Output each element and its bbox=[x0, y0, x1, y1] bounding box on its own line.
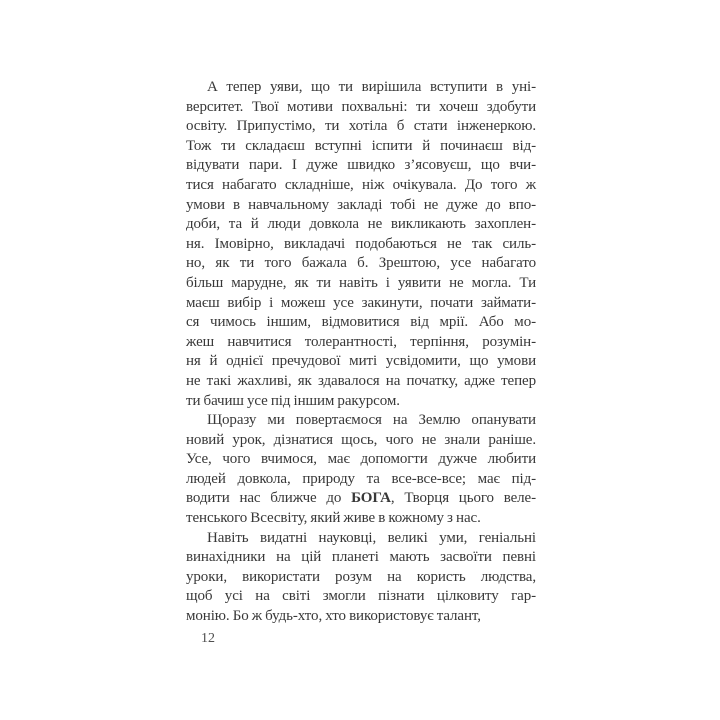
text-line bbox=[186, 587, 536, 607]
text-line bbox=[186, 372, 536, 392]
text-segment: тися набагато складніше, ніж очікувала. До того ж bbox=[186, 176, 536, 193]
paragraph bbox=[186, 411, 536, 529]
text-segment: доби, та й люди довкола не викликають захоплен- bbox=[186, 216, 536, 233]
text-segment: Щоразу ми повертаємося на Землю опанувати bbox=[207, 412, 536, 429]
text-segment: монію. Бо ж будь-хто, хто використовує талант, bbox=[186, 608, 481, 625]
text-line bbox=[186, 215, 536, 235]
text-segment: Тож ти складаєш вступні іспити й починаєш від- bbox=[186, 137, 536, 154]
text-segment: , Творця цього веле- bbox=[390, 490, 536, 507]
text-segment: Навіть видатні науковці, великі уми, геніальні bbox=[207, 529, 536, 546]
text-segment: верситет. Твої мотиви похвальні: ти хочеш здобути bbox=[186, 98, 536, 115]
text-line bbox=[186, 529, 536, 549]
text-segment: ня. Імовірно, викладачі подобаються не так силь- bbox=[186, 235, 536, 252]
text-segment: но, як ти того бажала б. Зрештою, усе набагато bbox=[186, 255, 536, 272]
text-segment: освіту. Припустімо, ти хотіла б стати інженеркою. bbox=[186, 118, 536, 135]
paragraph bbox=[186, 529, 536, 627]
text-segment: жеш навчитися толерантності, терпіння, розумін- bbox=[186, 333, 536, 350]
text-line bbox=[186, 431, 536, 451]
paragraph bbox=[186, 78, 536, 411]
page-number: 12 bbox=[201, 631, 215, 646]
text-line bbox=[186, 196, 536, 216]
text-line bbox=[186, 235, 536, 255]
text-segment: відувати пари. І дуже швидко з’ясовуєш, що вчи- bbox=[186, 157, 536, 174]
text-line bbox=[186, 274, 536, 294]
text-segment: ня й однієї пречудової миті усвідомити, що умови bbox=[186, 353, 536, 370]
text-line bbox=[186, 509, 536, 529]
text-segment: маєш вибір і можеш усе закинути, почати займати- bbox=[186, 294, 536, 311]
text-line bbox=[186, 470, 536, 490]
text-segment: винахідники на цій планеті мають засвоїти певні bbox=[186, 549, 536, 566]
text-line bbox=[186, 137, 536, 157]
text-segment: уроки, використати розум на користь людства, bbox=[186, 568, 536, 585]
text-line bbox=[186, 313, 536, 333]
text-segment: тенського Всесвіту, який живе в кожному з нас. bbox=[186, 510, 481, 527]
text-segment: Усе, чого вчимося, має допомогти дужче любити bbox=[186, 451, 536, 468]
text-block bbox=[186, 78, 536, 627]
text-segment: умови в навчальному закладі тобі не дуже до впо- bbox=[186, 196, 536, 213]
text-segment: більш марудне, як ти навіть і уявити не могла. Ти bbox=[186, 274, 536, 291]
text-segment: щоб усі на світі змогли пізнати цілковиту гар- bbox=[186, 588, 536, 605]
text-segment: водити нас ближче до bbox=[186, 490, 352, 507]
text-line bbox=[186, 98, 536, 118]
text-line bbox=[186, 607, 536, 627]
bold-emphasis-word: БОГА bbox=[351, 490, 391, 507]
text-line bbox=[186, 294, 536, 314]
text-line bbox=[186, 411, 536, 431]
text-line bbox=[186, 333, 536, 353]
text-line bbox=[186, 450, 536, 470]
text-segment: новий урок, дізнатися щось, чого не знали раніше. bbox=[186, 431, 536, 448]
text-segment: людей довкола, природу та все-все-все; має під- bbox=[186, 470, 536, 487]
text-line bbox=[186, 392, 536, 412]
text-line bbox=[186, 156, 536, 176]
text-line bbox=[186, 117, 536, 137]
text-line bbox=[186, 254, 536, 274]
text-segment: ся чимось іншим, відмовитися від мрії. Або мо- bbox=[186, 314, 536, 331]
text-line bbox=[186, 489, 536, 509]
text-segment: ти бачиш усе під іншим ракурсом. bbox=[186, 392, 400, 409]
text-line bbox=[186, 568, 536, 588]
text-segment: не такі жахливі, як здавалося на початку, адже тепер bbox=[186, 372, 536, 389]
text-segment: А тепер уяви, що ти вирішила вступити в уні- bbox=[207, 79, 536, 95]
text-line bbox=[186, 78, 536, 98]
text-line bbox=[186, 352, 536, 372]
text-line bbox=[186, 176, 536, 196]
text-line bbox=[186, 548, 536, 568]
